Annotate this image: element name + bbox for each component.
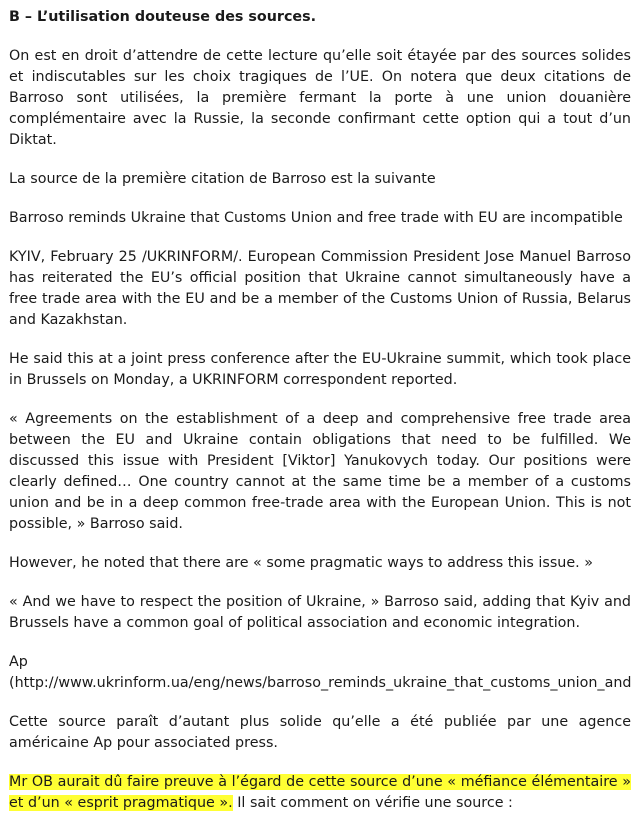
final-paragraph-rest: Il sait comment on vérifie une source : — [232, 795, 513, 811]
source-intro-paragraph: La source de la première citation de Barroso est la suivante — [9, 171, 436, 187]
article-lead-paragraph: KYIV, February 25 /UKRINFORM/. European Commission President Jose Manuel Barroso has reiterated the EU’s official position that Ukraine cannot simultaneously have a free trade area with the EU and be a member of the Customs Union of Russia, Belarus and Kazakhstan. — [9, 249, 631, 328]
article-however-paragraph: However, he noted that there are « some pragmatic ways to address this issue. » — [9, 555, 593, 571]
source-label: Ap — [9, 654, 28, 670]
document-content — [9, 7, 631, 814]
source-url-link[interactable]: (http://www.ukrinform.ua/eng/news/barroso_reminds_ukraine_that_customs_union_and — [9, 675, 632, 691]
final-paragraph — [9, 772, 631, 814]
article-respect-paragraph: « And we have to respect the position of Ukraine, » Barroso said, adding that Kyiv and Brussels have a common goal of political association and economic integration. — [9, 594, 631, 631]
section-heading: B – L’utilisation douteuse des sources. — [9, 9, 317, 25]
intro-paragraph: On est en droit d’attendre de cette lecture qu’elle soit étayée par des sources solides et indiscutables sur les choix tragiques de l’UE. On notera que deux citations de Barroso sont utilisées, la première fermant la porte à une union douanière complémentaire avec la Russie, la seconde confirmant cette option qui a tout d’un Diktat. — [9, 48, 631, 148]
source-comment-paragraph: Cette source paraît d’autant plus solide qu’elle a été publiée par une agence américaine Ap pour associated press. — [9, 714, 631, 751]
article-title: Barroso reminds Ukraine that Customs Union and free trade with EU are incompatible — [9, 210, 623, 226]
article-context-paragraph: He said this at a joint press conference after the EU-Ukraine summit, which took place in Brussels on Monday, a UKRINFORM correspondent reported. — [9, 351, 631, 388]
source-citation — [9, 652, 631, 694]
highlighted-text: Mr OB aurait dû faire preuve à l’égard de cette source d’une « méfiance élémentaire » et d’un « esprit pragmatique ». — [9, 774, 631, 811]
article-quote-paragraph: « Agreements on the establishment of a deep and comprehensive free trade area between the EU and Ukraine contain obligations that need to be fulfilled. We discussed this issue with President [Viktor] Yanukovych today. Our positions were clearly defined… One country cannot at the same time be a member of a customs union and be in a deep common free-trade area with the European Union. This is not possible, » Barroso said. — [9, 411, 631, 532]
